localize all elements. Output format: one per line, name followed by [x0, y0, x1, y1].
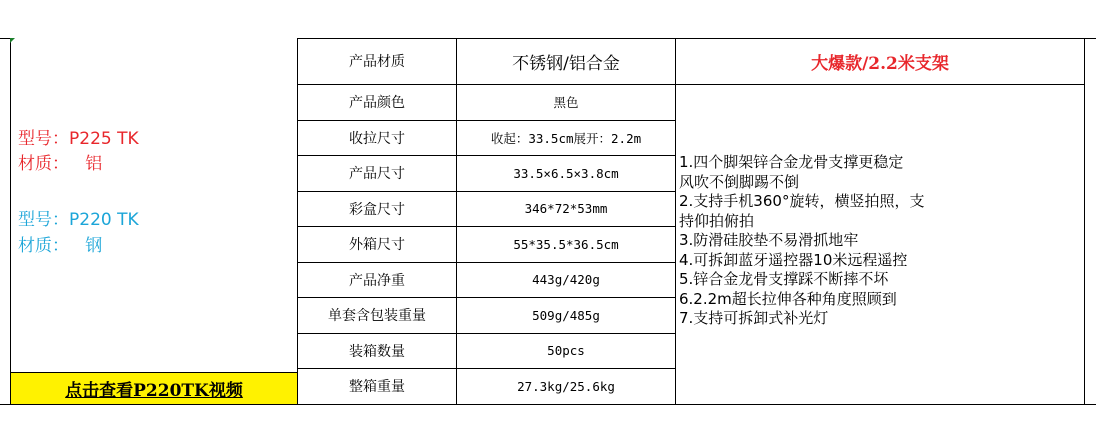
spec-value-cell[interactable]	[457, 85, 676, 121]
description-line: 5.锌合金龙骨支撑踩不断摔不坏	[679, 270, 889, 288]
spec-value-cell[interactable]	[457, 369, 676, 405]
spec-label-cell[interactable]	[298, 85, 457, 121]
description-line: 2.支持手机360°旋转，横竖拍照，支	[679, 192, 925, 210]
material-label: 产品材质	[349, 54, 405, 70]
spec-value-cell[interactable]	[457, 192, 676, 228]
model-info-cell[interactable]	[10, 38, 298, 373]
spec-label-cell[interactable]	[298, 121, 457, 157]
bottom-row	[0, 404, 1096, 444]
material-value-cell[interactable]	[457, 38, 676, 85]
spec-value-cell[interactable]	[457, 298, 676, 334]
description-line: 风吹不倒脚踢不倒	[679, 172, 800, 191]
spec-label: 单套含包装重量	[328, 308, 426, 325]
material-value: 不锈钢/铝合金	[512, 53, 620, 74]
spec-value: 346*72*53mm	[524, 201, 608, 217]
description-line: 3.防滑硅胶垫不易滑抓地牢	[679, 231, 859, 249]
spec-value-cell[interactable]	[457, 334, 676, 370]
video-link-cell[interactable]	[10, 373, 298, 404]
spec-label: 装箱数量	[349, 343, 405, 360]
description-line: 4.可拆卸蓝牙遥控器10米远程遥控	[679, 250, 908, 269]
model-p225-label: 型号：P225 TK	[18, 129, 139, 149]
spec-label: 彩盒尺寸	[349, 201, 405, 218]
spec-value: 509g/485g	[532, 307, 600, 323]
material-aluminum-label: 材质： 铝	[18, 154, 103, 174]
spec-value: 55*35.5*36.5cm	[513, 236, 619, 252]
spec-label: 收拉尺寸	[349, 130, 405, 147]
video-link[interactable]: 点击查看P220TK视频	[65, 381, 243, 401]
spec-value: 50pcs	[547, 343, 585, 359]
spec-value-cell[interactable]	[457, 263, 676, 299]
spec-label-cell[interactable]	[298, 263, 457, 299]
description-line: 7.支持可拆卸式补光灯	[679, 309, 829, 327]
spec-label: 外箱尺寸	[349, 237, 405, 254]
description-line: 6.2.2m超长拉伸各种角度照顾到	[679, 289, 897, 308]
spec-label-cell[interactable]	[298, 192, 457, 228]
highlight-cell[interactable]	[676, 38, 1085, 85]
spec-label: 产品尺寸	[349, 166, 405, 183]
material-steel-label: 材质： 钢	[18, 236, 103, 256]
model-p220-label: 型号：P220 TK	[18, 210, 139, 230]
spec-value: 黑色	[553, 95, 579, 111]
spec-value: 收起：33.5cm展开：2.2m	[490, 130, 642, 146]
cell-comment-marker	[10, 38, 15, 43]
material-label-cell[interactable]	[298, 38, 457, 85]
highlight-text: 大爆款/2.2米支架	[811, 53, 949, 74]
spec-label: 产品颜色	[349, 95, 405, 112]
description-line: 1.四个脚架锌合金龙骨支撑更稳定	[679, 153, 904, 171]
spec-value-cell[interactable]	[457, 156, 676, 192]
spec-label-cell[interactable]	[298, 334, 457, 370]
spec-label-cell[interactable]	[298, 298, 457, 334]
spec-value-cell[interactable]	[457, 227, 676, 263]
spec-label-cell[interactable]	[298, 156, 457, 192]
spec-value-cell[interactable]	[457, 121, 676, 157]
spec-label: 产品净重	[349, 272, 405, 289]
spec-label: 整箱重量	[349, 379, 405, 396]
top-row	[0, 0, 1096, 39]
spec-value: 443g/420g	[532, 272, 600, 288]
spec-label-cell[interactable]	[298, 227, 457, 263]
description-line: 持仰拍俯拍	[679, 211, 755, 230]
description-cell[interactable]	[676, 85, 1085, 404]
spec-value: 27.3kg/25.6kg	[517, 378, 615, 394]
spec-value: 33.5×6.5×3.8cm	[513, 165, 619, 181]
spec-label-cell[interactable]	[298, 369, 457, 405]
